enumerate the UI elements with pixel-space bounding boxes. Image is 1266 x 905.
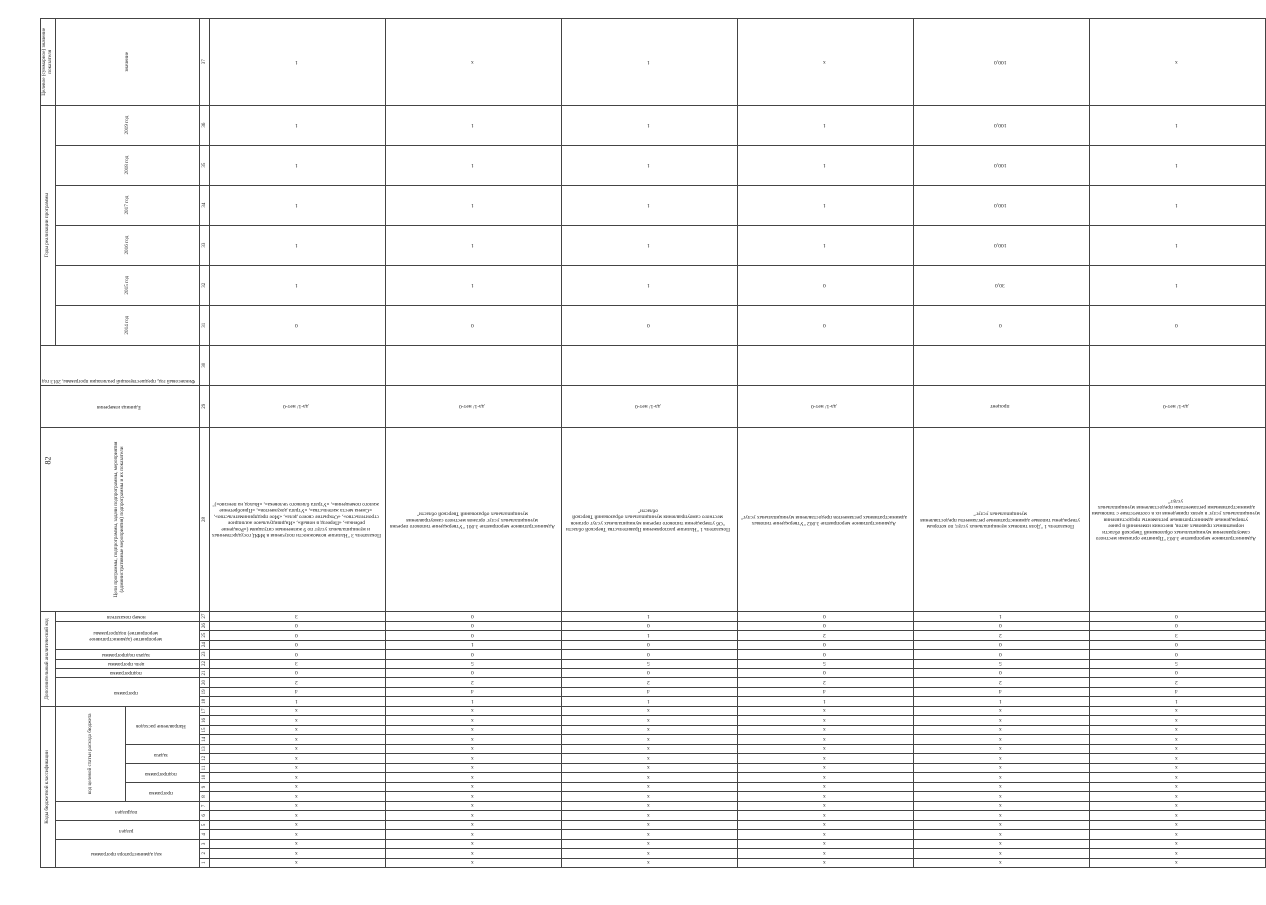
code-digit-cell: х xyxy=(1089,801,1265,810)
row-year-value-cell: 0 xyxy=(738,265,914,305)
code-digit-cell: х xyxy=(562,773,738,782)
header-budget-codes: Коды бюджетной классификации xyxy=(41,706,56,867)
column-number: 7 xyxy=(200,801,210,810)
row-year-value-cell: 100,0 xyxy=(914,225,1090,265)
row-base-year-cell xyxy=(210,345,386,385)
code-digit-cell: х xyxy=(738,849,914,858)
code-digit-cell: 4 xyxy=(1089,687,1265,696)
header-razdel: раздел xyxy=(55,820,199,839)
column-number: 18 xyxy=(200,697,210,706)
row-year-value-cell: 1 xyxy=(738,185,914,225)
row-target-cell: 1 xyxy=(562,19,738,106)
code-digit-cell: х xyxy=(562,735,738,744)
header-year-2014: 2014 год xyxy=(55,305,199,345)
code-digit-cell: 4 xyxy=(562,687,738,696)
table-row xyxy=(210,19,386,868)
column-number: 32 xyxy=(200,265,210,305)
code-digit-cell: х xyxy=(210,801,386,810)
row-year-value-cell: 1 xyxy=(562,185,738,225)
code-digit-cell: х xyxy=(386,706,562,716)
code-digit-cell: х xyxy=(914,725,1090,734)
code-digit-cell: 1 xyxy=(386,640,562,649)
code-digit-cell: х xyxy=(386,716,562,725)
code-digit-cell: 1 xyxy=(210,697,386,706)
code-digit-cell: х xyxy=(210,763,386,772)
code-digit-cell: 0 xyxy=(738,650,914,659)
column-number: 1 xyxy=(200,858,210,867)
row-unit-cell: да-1/ нет-0 xyxy=(562,385,738,427)
column-number: 12 xyxy=(200,754,210,763)
row-year-value-cell: 1 xyxy=(1089,185,1265,225)
table-row xyxy=(562,19,738,868)
row-base-year-cell xyxy=(562,345,738,385)
row-base-year-cell xyxy=(386,345,562,385)
column-number: 28 xyxy=(200,427,210,611)
code-digit-cell: 0 xyxy=(562,669,738,678)
code-digit-cell: х xyxy=(914,858,1090,867)
row-year-value-cell: 1 xyxy=(562,105,738,145)
header-year-2016: 2016 год xyxy=(55,225,199,265)
code-digit-cell: х xyxy=(738,801,914,810)
code-digit-cell: х xyxy=(562,820,738,829)
code-digit-cell: х xyxy=(210,858,386,867)
row-year-value-cell: 0 xyxy=(1089,305,1265,345)
row-year-value-cell: 0 xyxy=(562,305,738,345)
code-digit-cell: х xyxy=(914,735,1090,744)
row-year-value-cell: 0 xyxy=(210,305,386,345)
row-unit-cell: да-1/ нет-0 xyxy=(386,385,562,427)
code-digit-cell: х xyxy=(1089,706,1265,716)
column-number: 8 xyxy=(200,792,210,801)
column-number: 34 xyxy=(200,185,210,225)
code-digit-cell: 1 xyxy=(738,697,914,706)
code-digit-cell: х xyxy=(210,735,386,744)
header-a-goal: цель программы xyxy=(55,659,199,668)
header-years-group: Годы реализации программы xyxy=(41,105,56,345)
code-digit-cell: х xyxy=(1089,773,1265,782)
row-year-value-cell: 100,0 xyxy=(914,145,1090,185)
code-digit-cell: 4 xyxy=(386,687,562,696)
code-digit-cell: х xyxy=(914,754,1090,763)
row-target-cell: х xyxy=(1089,19,1265,106)
code-digit-cell: х xyxy=(386,830,562,839)
code-digit-cell: х xyxy=(562,811,738,820)
column-number: 13 xyxy=(200,744,210,753)
code-digit-cell: 1 xyxy=(562,697,738,706)
code-digit-cell: 0 xyxy=(562,650,738,659)
code-digit-cell: х xyxy=(210,811,386,820)
code-digit-cell: 2 xyxy=(914,631,1090,640)
code-digit-cell: 5 xyxy=(562,659,738,668)
column-number: 27 xyxy=(200,612,210,622)
row-name-cell: Административное мероприятие 3.003 "Принятие органами местного самоуправления муниципальных образований Тверской области нормативных правовых актов, внесения изменений в ранее утвержденные административные регламенты предоставления муниципальных услуг в целях приведения их в соответствие с типовыми административными регламентами предоставления муниципальных услуг" xyxy=(1089,427,1265,611)
code-digit-cell: 2 xyxy=(1089,678,1265,687)
code-digit-cell: 0 xyxy=(386,669,562,678)
header-target-value: значение xyxy=(55,19,199,106)
column-number: 31 xyxy=(200,305,210,345)
code-digit-cell: х xyxy=(1089,716,1265,725)
code-digit-cell: 3 xyxy=(210,612,386,622)
row-name-cell: Показатель 3 "Наличие возможности получения в МФЦ государственных и муниципальных услуг по 9 жизненным ситуациям («Рождение ребенка», «Переезд в новый», «Индивидуальное жилищное строительство», «Открытие своего дела», «Мое предпринимательство», «Смена места жительства», «Утрата документов», «Приобретение жилого помещения», «Утрата близкого человека», «Выход на пенсию»)" xyxy=(210,427,386,611)
code-digit-cell: 0 xyxy=(210,669,386,678)
column-number: 3 xyxy=(200,839,210,848)
row-year-value-cell: 1 xyxy=(1089,265,1265,305)
column-number: 2 xyxy=(200,849,210,858)
column-number: 20 xyxy=(200,678,210,687)
code-digit-cell: х xyxy=(386,782,562,791)
column-number: 21 xyxy=(200,669,210,678)
code-digit-cell: х xyxy=(1089,744,1265,753)
code-digit-cell: х xyxy=(738,725,914,734)
code-digit-cell: х xyxy=(210,839,386,848)
row-name-cell: Показатель 1 "Доля типовых муниципальных услуг, по которым утверждены типовые административные регламенты предоставления муниципальных услуг" xyxy=(914,427,1090,611)
row-year-value-cell: 1 xyxy=(1089,145,1265,185)
code-digit-cell: х xyxy=(914,744,1090,753)
header-a-subprogram: подпрограмма xyxy=(55,669,199,678)
code-digit-cell: х xyxy=(914,801,1090,810)
header-unit: Единица измерения xyxy=(41,385,200,427)
header-podrazdel: подраздел xyxy=(55,801,199,820)
code-digit-cell: 0 xyxy=(738,621,914,630)
code-digit-cell: 0 xyxy=(914,650,1090,659)
page-number: 82 xyxy=(43,456,53,465)
code-digit-cell: 0 xyxy=(562,640,738,649)
code-digit-cell: 0 xyxy=(1089,650,1265,659)
row-year-value-cell: 100,0 xyxy=(914,185,1090,225)
code-digit-cell: х xyxy=(738,716,914,725)
code-digit-cell: 0 xyxy=(914,621,1090,630)
code-digit-cell: х xyxy=(386,773,562,782)
column-number: 14 xyxy=(200,735,210,744)
code-digit-cell: х xyxy=(1089,811,1265,820)
code-digit-cell: х xyxy=(914,839,1090,848)
table-body xyxy=(210,19,1266,868)
header-year-2017: 2017 год xyxy=(55,185,199,225)
code-digit-cell: х xyxy=(914,716,1090,725)
column-number: 15 xyxy=(200,725,210,734)
code-digit-cell: х xyxy=(562,725,738,734)
row-target-cell: х xyxy=(738,19,914,106)
code-digit-cell: 0 xyxy=(210,631,386,640)
code-digit-cell: х xyxy=(386,744,562,753)
row-target-cell: 100,0 xyxy=(914,19,1090,106)
code-digit-cell: х xyxy=(386,754,562,763)
code-digit-cell: х xyxy=(386,725,562,734)
code-digit-cell: 0 xyxy=(1089,621,1265,630)
column-number-row xyxy=(200,19,210,868)
code-digit-cell: 2 xyxy=(562,678,738,687)
code-digit-cell: х xyxy=(738,792,914,801)
column-number: 9 xyxy=(200,782,210,791)
row-year-value-cell: 1 xyxy=(738,145,914,185)
program-indicators-table-sheet xyxy=(40,18,1261,868)
code-digit-cell: 0 xyxy=(210,650,386,659)
column-number: 22 xyxy=(200,659,210,668)
column-number: 6 xyxy=(200,811,210,820)
code-digit-cell: 0 xyxy=(738,669,914,678)
code-digit-cell: х xyxy=(210,744,386,753)
code-digit-cell: 2 xyxy=(386,678,562,687)
row-year-value-cell: 0 xyxy=(386,305,562,345)
code-digit-cell: 0 xyxy=(738,612,914,622)
code-digit-cell: х xyxy=(1089,725,1265,734)
header-year-2019: 2019 год xyxy=(55,105,199,145)
code-digit-cell: 0 xyxy=(1089,612,1265,622)
code-digit-cell: 5 xyxy=(914,659,1090,668)
column-number: 4 xyxy=(200,830,210,839)
row-year-value-cell: 1 xyxy=(386,145,562,185)
code-digit-cell: х xyxy=(1089,754,1265,763)
code-digit-cell: х xyxy=(210,773,386,782)
column-number: 10 xyxy=(200,773,210,782)
code-digit-cell: х xyxy=(738,820,914,829)
column-number: 36 xyxy=(200,105,210,145)
code-digit-cell: 0 xyxy=(1089,640,1265,649)
code-digit-cell: х xyxy=(562,744,738,753)
row-year-value-cell: 1 xyxy=(738,105,914,145)
code-digit-cell: х xyxy=(914,811,1090,820)
column-number: 11 xyxy=(200,763,210,772)
code-digit-cell: х xyxy=(738,763,914,772)
row-target-cell: 1 xyxy=(210,19,386,106)
header-program: программа xyxy=(126,782,200,801)
column-number: 26 xyxy=(200,621,210,630)
code-digit-cell: 0 xyxy=(386,631,562,640)
code-digit-cell: х xyxy=(1089,820,1265,829)
row-base-year-cell xyxy=(1089,345,1265,385)
column-number: 35 xyxy=(200,145,210,185)
column-number: 5 xyxy=(200,820,210,829)
code-digit-cell: х xyxy=(210,849,386,858)
code-digit-cell: 2 xyxy=(210,678,386,687)
code-digit-cell: 5 xyxy=(738,659,914,668)
row-unit-cell: да-1/ нет-0 xyxy=(210,385,386,427)
code-digit-cell: х xyxy=(562,801,738,810)
row-name-cell: Административное мероприятие 3.002 "Утверждение типовых административных регламентов предоставления муниципальных услуг" xyxy=(738,427,914,611)
row-year-value-cell: 1 xyxy=(738,225,914,265)
header-year-2018: 2018 год xyxy=(55,145,199,185)
code-digit-cell: х xyxy=(738,754,914,763)
header-extra-codes: Дополнительный аналитический код xyxy=(41,612,56,707)
code-digit-cell: 1 xyxy=(562,612,738,622)
code-digit-cell: х xyxy=(210,820,386,829)
code-digit-cell: х xyxy=(386,839,562,848)
code-digit-cell: х xyxy=(386,735,562,744)
code-digit-cell: х xyxy=(386,792,562,801)
row-unit-cell: да-1/ нет-0 xyxy=(1089,385,1265,427)
column-number: 17 xyxy=(200,706,210,716)
code-digit-cell: х xyxy=(914,782,1090,791)
row-year-value-cell: 1 xyxy=(386,225,562,265)
row-unit-cell: процент xyxy=(914,385,1090,427)
code-digit-cell: х xyxy=(562,830,738,839)
table-row xyxy=(914,19,1090,868)
program-indicators-table xyxy=(40,18,1266,868)
code-digit-cell: 0 xyxy=(386,621,562,630)
row-year-value-cell: 1 xyxy=(562,225,738,265)
code-digit-cell: х xyxy=(562,858,738,867)
row-year-value-cell: 100,0 xyxy=(914,105,1090,145)
code-digit-cell: х xyxy=(738,735,914,744)
column-number: 16 xyxy=(200,716,210,725)
code-digit-cell: х xyxy=(562,849,738,858)
table-row xyxy=(738,19,914,868)
code-digit-cell: 0 xyxy=(562,621,738,630)
row-year-value-cell: 1 xyxy=(210,185,386,225)
row-year-value-cell: 1 xyxy=(386,185,562,225)
code-digit-cell: х xyxy=(738,706,914,716)
code-digit-cell: х xyxy=(386,820,562,829)
header-a-program: программа xyxy=(55,678,199,706)
code-digit-cell: 1 xyxy=(562,631,738,640)
code-digit-cell: х xyxy=(1089,763,1265,772)
row-year-value-cell: 0 xyxy=(738,305,914,345)
row-year-value-cell: 30,0 xyxy=(914,265,1090,305)
column-number: 29 xyxy=(200,385,210,427)
code-digit-cell: х xyxy=(562,716,738,725)
header-a-indicator: номер показателя xyxy=(55,612,199,622)
code-digit-cell: 2 xyxy=(738,678,914,687)
code-digit-cell: х xyxy=(562,792,738,801)
row-base-year-cell xyxy=(914,345,1090,385)
code-digit-cell: 1 xyxy=(1089,697,1265,706)
row-name-cell: Показатель 1 "Наличие распоряжения Правительства Тверской области "Об утверждении типового перечня муниципальных услуг органов местного самоуправления муниципальных образований Тверской области" xyxy=(562,427,738,611)
row-unit-cell: да-1/ нет-0 xyxy=(738,385,914,427)
code-digit-cell: 4 xyxy=(210,687,386,696)
code-digit-cell: х xyxy=(386,801,562,810)
column-number: 25 xyxy=(200,631,210,640)
code-digit-cell: 0 xyxy=(386,612,562,622)
code-digit-cell: х xyxy=(914,849,1090,858)
header-direction: Направление расходов xyxy=(126,706,200,744)
header-a-task: задача подпрограммы xyxy=(55,650,199,659)
code-digit-cell: х xyxy=(914,792,1090,801)
code-digit-cell: х xyxy=(210,725,386,734)
header-fin-year: Финансовый год, предшествующий реализации программы, 2013 год xyxy=(41,345,200,385)
column-number: 37 xyxy=(200,19,210,106)
code-digit-cell: х xyxy=(210,754,386,763)
code-digit-cell: х xyxy=(562,706,738,716)
code-digit-cell: х xyxy=(386,811,562,820)
code-digit-cell: х xyxy=(562,782,738,791)
row-target-cell: х xyxy=(386,19,562,106)
header-a-event: мероприятие (административное мероприятие) подпрограммы xyxy=(55,621,199,649)
code-digit-cell: 1 xyxy=(914,612,1090,622)
code-digit-cell: х xyxy=(210,792,386,801)
row-year-value-cell: 1 xyxy=(386,265,562,305)
code-digit-cell: 3 xyxy=(1089,631,1265,640)
code-digit-cell: х xyxy=(210,716,386,725)
code-digit-cell: х xyxy=(738,811,914,820)
code-digit-cell: 2 xyxy=(738,631,914,640)
code-digit-cell: х xyxy=(210,830,386,839)
code-digit-cell: х xyxy=(562,839,738,848)
code-digit-cell: 5 xyxy=(386,659,562,668)
code-digit-cell: х xyxy=(386,763,562,772)
code-digit-cell: 1 xyxy=(386,697,562,706)
header-subprogram: подпрограмма xyxy=(126,763,200,782)
code-digit-cell: х xyxy=(738,744,914,753)
row-year-value-cell: 1 xyxy=(562,145,738,185)
row-year-value-cell: 1 xyxy=(562,265,738,305)
code-digit-cell: 4 xyxy=(738,687,914,696)
code-digit-cell: х xyxy=(738,773,914,782)
row-year-value-cell: 1 xyxy=(1089,105,1265,145)
code-digit-cell: х xyxy=(1089,849,1265,858)
code-digit-cell: х xyxy=(914,830,1090,839)
table-row xyxy=(386,19,562,868)
code-digit-cell: х xyxy=(738,830,914,839)
code-digit-cell: х xyxy=(210,782,386,791)
code-digit-cell: 1 xyxy=(914,697,1090,706)
code-digit-cell: х xyxy=(386,858,562,867)
column-number: 19 xyxy=(200,687,210,696)
header-target-article: код целевой статьи расхода бюджета xyxy=(55,706,125,801)
header-name: Цели программы, подпрограммы, задачи подпрограммы, мероприятия (административные мероприятия) подпрограммы и их показатели xyxy=(41,427,200,611)
header-admin-code: код администратора программы xyxy=(55,839,199,867)
column-number: 33 xyxy=(200,225,210,265)
code-digit-cell: х xyxy=(738,782,914,791)
code-digit-cell: 0 xyxy=(914,669,1090,678)
code-digit-cell: 0 xyxy=(210,621,386,630)
header-year-2015: 2015 год xyxy=(55,265,199,305)
code-digit-cell: х xyxy=(210,706,386,716)
code-digit-cell: х xyxy=(738,858,914,867)
row-name-cell: Административное мероприятие 3.001 "Утверждение типового перечня муниципальных услуг органов местного самоуправления муниципальных образований Тверской области" xyxy=(386,427,562,611)
column-number: 23 xyxy=(200,650,210,659)
table-row xyxy=(1089,19,1265,868)
code-digit-cell: 0 xyxy=(386,650,562,659)
code-digit-cell: х xyxy=(1089,839,1265,848)
row-base-year-cell xyxy=(738,345,914,385)
header-target: Целевое (суммарное) значение показателя xyxy=(41,19,56,106)
row-year-value-cell: 1 xyxy=(210,265,386,305)
column-number: 30 xyxy=(200,345,210,385)
code-digit-cell: х xyxy=(386,849,562,858)
code-digit-cell: 2 xyxy=(914,678,1090,687)
code-digit-cell: 0 xyxy=(210,640,386,649)
code-digit-cell: 0 xyxy=(914,640,1090,649)
code-digit-cell: х xyxy=(1089,782,1265,791)
code-digit-cell: х xyxy=(562,754,738,763)
code-digit-cell: 0 xyxy=(1089,669,1265,678)
row-year-value-cell: 1 xyxy=(210,105,386,145)
column-number: 24 xyxy=(200,640,210,649)
row-year-value-cell: 1 xyxy=(210,145,386,185)
code-digit-cell: х xyxy=(1089,792,1265,801)
row-year-value-cell: 1 xyxy=(386,105,562,145)
code-digit-cell: х xyxy=(1089,858,1265,867)
row-year-value-cell: 0 xyxy=(914,305,1090,345)
code-digit-cell: х xyxy=(914,773,1090,782)
code-digit-cell: х xyxy=(1089,830,1265,839)
code-digit-cell: 0 xyxy=(738,640,914,649)
code-digit-cell: 3 xyxy=(210,659,386,668)
code-digit-cell: 4 xyxy=(914,687,1090,696)
code-digit-cell: х xyxy=(914,820,1090,829)
code-digit-cell: х xyxy=(1089,735,1265,744)
code-digit-cell: х xyxy=(562,763,738,772)
code-digit-cell: 5 xyxy=(1089,659,1265,668)
code-digit-cell: х xyxy=(914,706,1090,716)
header-task: задача xyxy=(126,744,200,763)
row-year-value-cell: 1 xyxy=(210,225,386,265)
row-year-value-cell: 1 xyxy=(1089,225,1265,265)
code-digit-cell: х xyxy=(738,839,914,848)
code-digit-cell: х xyxy=(914,763,1090,772)
